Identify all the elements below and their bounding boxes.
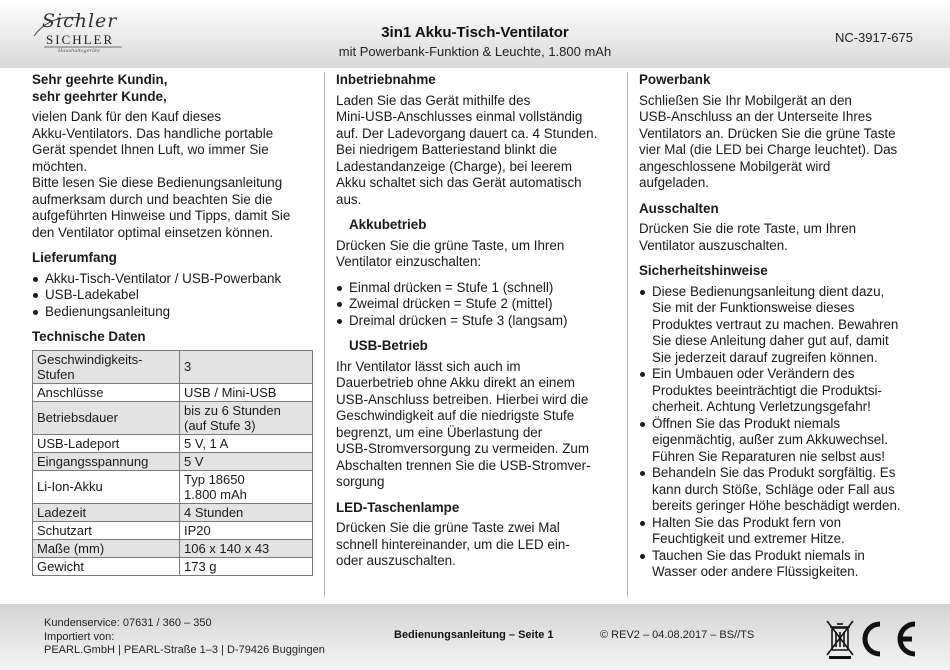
text-line: Geschwindigkeit auf die niedrigste Stufe	[336, 408, 575, 423]
table-cell-value: IP20	[180, 521, 313, 539]
logo-script: Sichler	[42, 10, 118, 32]
led-text	[336, 520, 621, 570]
text-line: USB-Anschluss an der Unterseite Ihres	[639, 109, 872, 124]
table-row	[33, 350, 313, 383]
scope-list	[32, 271, 317, 321]
footer-contact	[44, 617, 325, 658]
text-line: Ladestandanzeige (Charge), bei leerem	[336, 158, 572, 174]
text-line: Ihr Ventilator lässt sich auch im	[336, 358, 521, 374]
battery-list	[336, 280, 621, 330]
text-line: Drücken Sie die grüne Taste zwei Mal	[336, 520, 560, 535]
table-cell-value: USB / Mini-USB	[180, 383, 313, 401]
table-cell-key: Geschwindigkeits- Stufen	[33, 350, 180, 383]
table-cell-key: Betriebsdauer	[33, 401, 180, 434]
table-cell-key: Li-Ion-Akku	[33, 470, 180, 503]
text-line: aufmerksam durch und beachten Sie die	[32, 191, 273, 207]
text-line: Bei niedrigem Batteriestand blinkt die	[336, 142, 558, 157]
revision: © REV2 – 04.08.2017 – BS//TS	[600, 629, 755, 641]
table-cell-key: Anschlüsse	[33, 383, 180, 401]
logo-brand: SICHLER	[46, 32, 115, 47]
column-middle	[336, 72, 621, 570]
text-line: USB-Anschluss betreiben. Hierbei wird die	[336, 391, 589, 407]
column-divider	[627, 72, 628, 597]
table-cell-key: Ladezeit	[33, 503, 180, 521]
table-cell-key: Schutzart	[33, 521, 180, 539]
scope-heading: Lieferumfang	[32, 250, 117, 265]
text-line: Laden Sie das Gerät mithilfe des	[336, 92, 531, 108]
text-line: angeschlossene Mobilgerät wird	[639, 158, 831, 174]
start-heading: Inbetriebnahme	[336, 72, 436, 87]
table-cell-value: Typ 18650 1.800 mAh	[180, 470, 313, 503]
text-line: Schließen Sie Ihr Mobilgerät an den	[639, 92, 852, 108]
greeting	[32, 72, 317, 105]
list-item: Diese Bedienungsanleitung dient dazu, Sie mit der Funktionsweise dieses Produktes vertraut zu machen. Bewahren Sie diese Anleitung daher gut auf, damit Sie jederzeit darauf zugreifen können.	[639, 284, 924, 367]
table-row	[33, 434, 313, 452]
text-line: Akku-Ventilators. Das handliche portable	[32, 125, 274, 141]
text-line: vier Mal (die LED bei Charge leuchtet). Das	[639, 142, 898, 157]
list-item: Halten Sie das Produkt fern von Feuchtigkeit und extremer Hitze.	[639, 515, 924, 548]
start-text	[336, 93, 621, 209]
column-divider	[324, 72, 325, 597]
table-cell-value: 5 V, 1 A	[180, 434, 313, 452]
led-heading: LED-Taschenlampe	[336, 499, 460, 515]
battery-heading: Akkubetrieb	[349, 217, 427, 232]
table-row	[33, 539, 313, 557]
tech-table	[32, 350, 313, 576]
table-row	[33, 521, 313, 539]
list-item: Behandeln Sie das Produkt sorgfältig. Es kann durch Stöße, Schläge oder Fall aus bereits geringer Höhe beschädigt werden.	[639, 465, 924, 515]
list-item: Zweimal drücken = Stufe 2 (mittel)	[336, 296, 621, 313]
text-line: oder auszuschalten.	[336, 553, 456, 568]
text-line: Ventilator einzuschalten:	[336, 254, 482, 269]
list-item: USB-Ladekabel	[32, 287, 317, 304]
text-line: sorgung	[336, 474, 385, 489]
text-line: auf. Der Ladevorgang dauert ca. 4 Stunden.	[336, 125, 598, 141]
text-line: aufgeführten Hinweise und Tipps, damit Sie	[32, 208, 291, 223]
table-cell-key: USB-Ladeport	[33, 434, 180, 452]
table-cell-value: 3	[180, 350, 313, 383]
text-line: Drücken Sie die rote Taste, um Ihren	[639, 221, 857, 236]
text-line: USB-Stromversorgung zu vermeiden. Zum	[336, 441, 590, 456]
page-label: Bedienungsanleitung – Seite 1	[394, 629, 554, 641]
text-line: Bitte lesen Sie diese Bedienungsanleitung	[32, 175, 283, 190]
text-line: Drücken Sie die grüne Taste, um Ihren	[336, 237, 565, 253]
text-line: Mini-USB-Anschlusses einmal vollständig	[336, 109, 583, 124]
text-line: möchten.	[32, 158, 88, 174]
list-item: Einmal drücken = Stufe 1 (schnell)	[336, 280, 621, 297]
intro-text	[32, 109, 317, 241]
tech-heading: Technische Daten	[32, 329, 146, 344]
list-item: Ein Umbauen oder Verändern des Produktes beeinträchtigt die Produktsi- cherheit. Achtung Verletzungsgefahr!	[639, 366, 924, 416]
powerbank-heading: Powerbank	[639, 72, 711, 87]
text-line: Ventilator auszuschalten.	[639, 237, 788, 253]
table-row	[33, 470, 313, 503]
table-row	[33, 557, 313, 575]
text-line: vielen Dank für den Kauf dieses	[32, 109, 222, 124]
column-left	[32, 72, 317, 576]
table-cell-value: 106 x 140 x 43	[180, 539, 313, 557]
logo-tagline: Haushaltsgeräte	[58, 48, 101, 54]
product-title: 3in1 Akku-Tisch-Ventilator	[381, 24, 569, 41]
table-cell-key: Maße (mm)	[33, 539, 180, 557]
safety-heading: Sicherheitshinweise	[639, 263, 768, 278]
usb-text	[336, 359, 621, 491]
table-row	[33, 503, 313, 521]
table-cell-value: 5 V	[180, 452, 313, 470]
text-line: begrenzt, um eine Überlastung der	[336, 424, 543, 440]
importer-label: Importiert von:	[44, 630, 115, 643]
list-item: Öffnen Sie das Produkt niemals eigenmächtig, außer zum Akkuwechsel. Führen Sie Reparaturen nie selbst aus!	[639, 416, 924, 466]
powerbank-text	[639, 93, 924, 192]
column-right	[639, 72, 924, 581]
off-text	[639, 221, 924, 254]
table-row	[33, 401, 313, 434]
text-line: Gerät spendet Ihnen Luft, wo immer Sie	[32, 142, 269, 157]
ce-mark-icon	[865, 624, 915, 654]
text-line: aus.	[336, 191, 362, 207]
list-item: Akku-Tisch-Ventilator / USB-Powerbank	[32, 271, 317, 288]
compliance-marks	[826, 618, 921, 660]
page-footer	[0, 604, 950, 670]
product-subtitle: mit Powerbank-Funktion & Leuchte, 1.800 mAh	[338, 44, 612, 59]
text-line: schnell hintereinander, um die LED ein-	[336, 536, 570, 552]
text-line: Akku schaltet sich das Gerät automatisch	[336, 175, 582, 190]
table-row	[33, 452, 313, 470]
table-cell-key: Gewicht	[33, 557, 180, 575]
greeting-line: sehr geehrter Kunde,	[32, 88, 167, 104]
importer-address: PEARL.GmbH | PEARL-Straße 1–3 | D-79426 Buggingen	[44, 644, 325, 656]
crossed-bin-icon	[827, 621, 853, 659]
text-line: Ventilators an. Drücken Sie die grüne Taste	[639, 125, 896, 141]
text-line: aufgeladen.	[639, 175, 709, 190]
off-heading: Ausschalten	[639, 200, 719, 216]
list-item: Dreimal drücken = Stufe 3 (langsam)	[336, 313, 621, 330]
product-code: NC-3917-675	[834, 30, 913, 45]
text-line: den Ventilator optimal einsetzen können.	[32, 224, 274, 240]
table-cell-value: bis zu 6 Stunden (auf Stufe 3)	[180, 401, 313, 434]
customer-service: Kundenservice: 07631 / 360 – 350	[44, 617, 212, 629]
table-cell-value: 173 g	[180, 557, 313, 575]
usb-heading: USB-Betrieb	[349, 338, 428, 353]
text-line: Abschalten trennen Sie die USB-Stromver-	[336, 457, 591, 473]
battery-text	[336, 238, 621, 271]
table-cell-value: 4 Stunden	[180, 503, 313, 521]
table-row	[33, 383, 313, 401]
list-item: Tauchen Sie das Produkt niemals in Wasser oder andere Flüssigkeiten.	[639, 548, 924, 581]
safety-list	[639, 284, 924, 581]
table-cell-key: Eingangsspannung	[33, 452, 180, 470]
greeting-line: Sehr geehrte Kundin,	[32, 72, 168, 87]
page-header	[0, 0, 950, 68]
list-item: Bedienungsanleitung	[32, 304, 317, 321]
text-line: Dauerbetrieb ohne Akku direkt an einem	[336, 375, 575, 390]
